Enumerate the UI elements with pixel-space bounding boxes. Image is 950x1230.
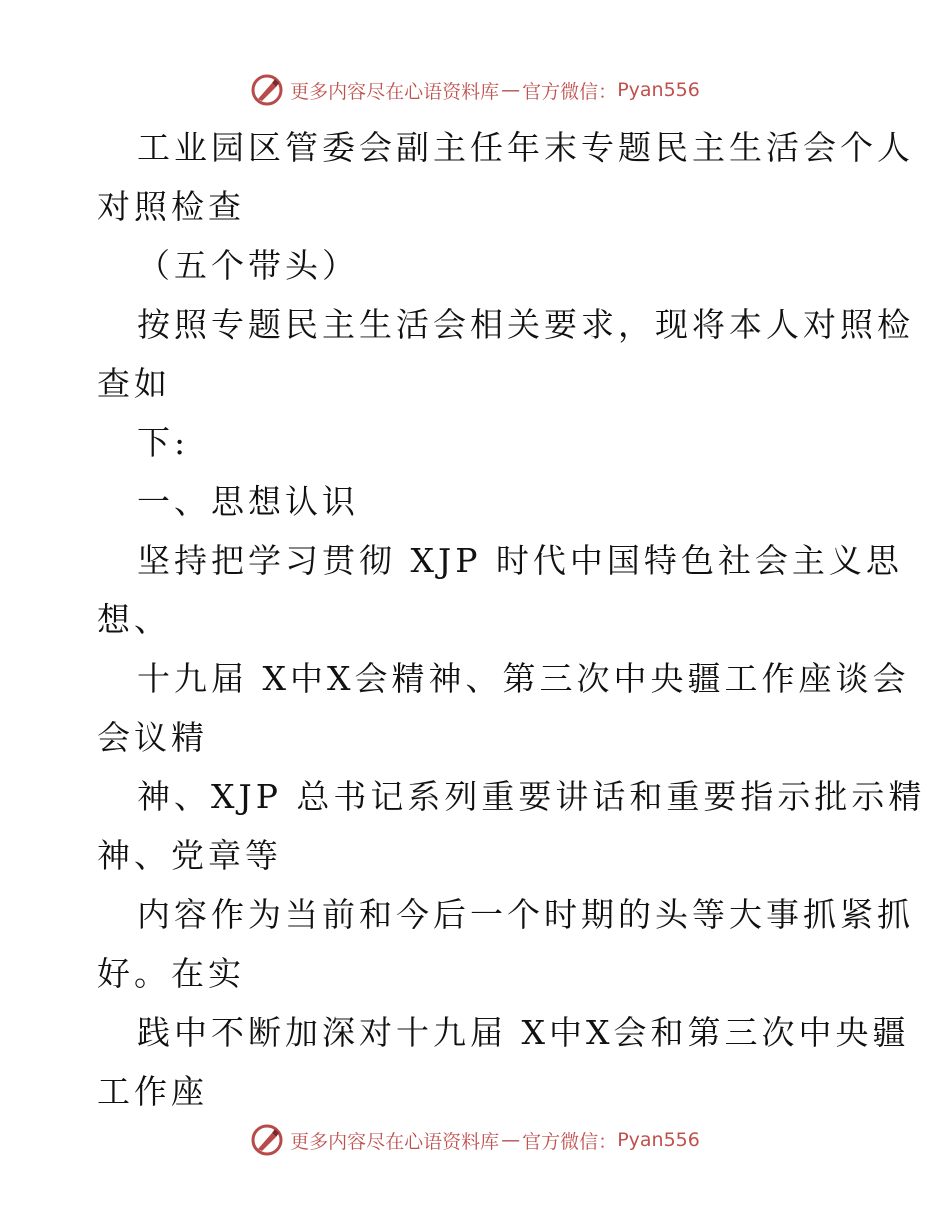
paragraph-line: 好。在实 — [97, 954, 245, 993]
paragraph-line: （五个带头） — [137, 246, 359, 285]
paragraph-line: 内容作为当前和今后一个时期的头等大事抓紧抓 — [137, 895, 914, 934]
paragraph-line: 神、党章等 — [97, 836, 282, 875]
paragraph-line: 十九届 X中X会精神、第三次中央疆工作座谈会 — [137, 659, 910, 698]
paragraph-line: 工业园区管委会副主任年末专题民主生活会个人 — [137, 128, 914, 167]
paragraph-line: 按照专题民主生活会相关要求，现将本人对照检 — [137, 305, 914, 344]
paragraph-line: 神、XJP 总书记系列重要讲话和重要指示批示精 — [137, 777, 926, 816]
pen-circle-logo-icon — [250, 1123, 284, 1157]
paragraph-line: 一、思想认识 — [137, 482, 359, 521]
watermark-dash: — — [501, 79, 521, 101]
paragraph-line: 工作座 — [97, 1072, 208, 1111]
watermark-text: 更多内容尽在心语资料库 — [290, 80, 500, 103]
paragraph-line: 践中不断加深对十九届 X中X会和第三次中央疆 — [137, 1013, 910, 1052]
paragraph-line: 坚持把学习贯彻 XJP 时代中国特色社会主义思 — [137, 541, 903, 580]
footer-watermark — [0, 1122, 950, 1158]
watermark-text: 更多内容尽在心语资料库 — [290, 1130, 500, 1153]
header-watermark — [0, 72, 950, 108]
paragraph-line: 对照检查 — [97, 187, 245, 226]
paragraph-line: 会议精 — [97, 718, 208, 757]
watermark-wechat-label: 官方微信： — [522, 80, 618, 103]
paragraph-line: 查如 — [97, 364, 171, 403]
watermark-wechat-label: 官方微信： — [522, 1130, 618, 1153]
pen-circle-logo-icon — [250, 73, 284, 107]
watermark-wechat-id: Pyan556 — [617, 1129, 700, 1151]
paragraph-line: 想、 — [97, 600, 171, 639]
paragraph-line: 下: — [137, 423, 190, 462]
document-body — [97, 118, 926, 1121]
watermark-dash: — — [501, 1129, 521, 1151]
watermark-wechat-id: Pyan556 — [617, 79, 700, 101]
